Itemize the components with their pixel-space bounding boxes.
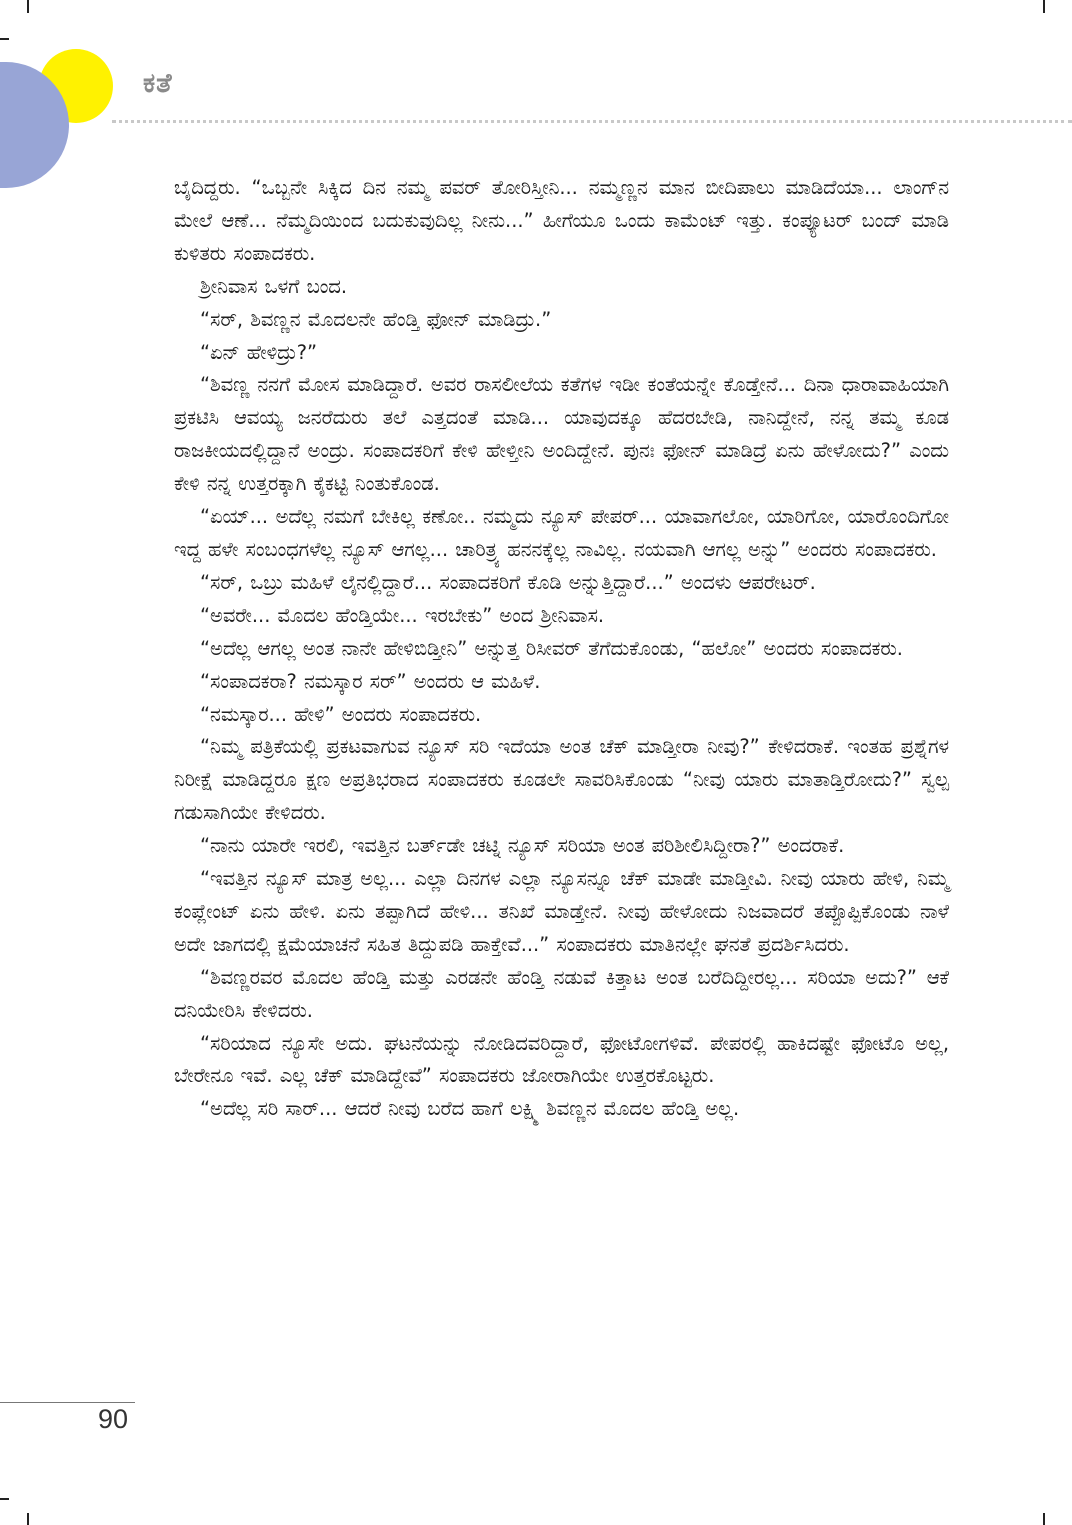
paragraph: “ನಮಸ್ಕಾರ... ಹೇಳಿ” ಅಂದರು ಸಂಪಾದಕರು. (200, 702, 482, 726)
crop-mark-left-lower (0, 1498, 9, 1500)
crop-mark-top-right (1043, 0, 1045, 13)
decorative-circles (0, 0, 140, 210)
page-number: 90 (98, 1404, 129, 1434)
paragraph: ಬೈದಿದ್ದರು. “ಒಬ್ಬನೇ ಸಿಕ್ಕಿದ ದಿನ ನಮ್ಮ ಪವರ್ ತೋರಿಸ್ತೀನಿ... ನಮ್ಮಣ್ಣನ ಮಾನ ಬೀದಿಪಾಲು ಮಾಡಿದೆಯಾ... ಲಾಂಗ್‌ನ ಮೇಲೆ ಆಣೆ... ನೆಮ್ಮದಿಯಿಂದ ಬದುಕುವುದಿಲ್ಲ ನೀನು...” ಹೀಗೆಯೂ ಒಂದು ಕಾಮೆಂಟ್ ಇತ್ತು. ಕಂಪ್ಯೂಟರ್ ಬಂದ್ ಮಾಡಿ ಕುಳಿತರು ಸಂಪಾದಕರು. (174, 176, 949, 265)
footer-rule (0, 1402, 135, 1403)
paragraph: “ಇವತ್ತಿನ ನ್ಯೂಸ್ ಮಾತ್ರ ಅಲ್ಲ... ಎಲ್ಲಾ ದಿನಗಳ ಎಲ್ಲಾ ನ್ಯೂಸನ್ನೂ ಚೆಕ್ ಮಾಡೇ ಮಾಡ್ತೀವಿ. ನೀವು ಯಾರು ಹೇಳಿ, ನಿಮ್ಮ ಕಂಪ್ಲೇಂಟ್ ಏನು ಹೇಳಿ. ಏನು ತಪ್ಪಾಗಿದೆ ಹೇಳಿ... ತನಿಖೆ ಮಾಡ್ತೇನೆ. ನೀವು ಹೇಳೋದು ನಿಜವಾದರೆ ತಪ್ಪೊಪ್ಪಿಕೊಂಡು ನಾಳೆ ಅದೇ ಜಾಗದಲ್ಲಿ ಕ್ಷಮೆಯಾಚನೆ ಸಹಿತ ತಿದ್ದುಪಡಿ ಹಾಕ್ತೇವೆ...” ಸಂಪಾದಕರು ಮಾತಿನಲ್ಲೇ ಘನತೆ ಪ್ರದರ್ಶಿಸಿದರು. (174, 867, 949, 956)
paragraph: “ಅವರೇ... ಮೊದಲ ಹೆಂಡ್ತಿಯೇ... ಇರಬೇಕು” ಅಂದ ಶ್ರೀನಿವಾಸ. (200, 603, 605, 627)
paragraph: “ಅದೆಲ್ಲ ಆಗಲ್ಲ ಅಂತ ನಾನೇ ಹೇಳಿಬಿಡ್ತೀನಿ” ಅನ್ನುತ್ತ ರಿಸೀವರ್ ತೆಗೆದುಕೊಂಡು, “ಹಲೋ” ಅಂದರು ಸಂಪಾದಕರು. (200, 636, 903, 660)
dotted-rule (112, 120, 1072, 123)
section-title: ಕತೆ (143, 68, 173, 99)
paragraph: “ಶಿವಣ್ಣ ನನಗೆ ಮೋಸ ಮಾಡಿದ್ದಾರೆ. ಅವರ ರಾಸಲೀಲೆಯ ಕತೆಗಳ ಇಡೀ ಕಂತೆಯನ್ನೇ ಕೊಡ್ತೇನೆ... ದಿನಾ ಧಾರಾವಾಹಿಯಾಗಿ ಪ್ರಕಟಿಸಿ ಆವಯ್ಯ ಜನರೆದುರು ತಲೆ ಎತ್ತದಂತೆ ಮಾಡಿ... ಯಾವುದಕ್ಕೂ ಹೆದರಬೇಡಿ, ನಾನಿದ್ದೇನೆ, ನನ್ನ ತಮ್ಮ ಕೂಡ ರಾಜಕೀಯದಲ್ಲಿದ್ದಾನೆ ಅಂದ್ರು. ಸಂಪಾದಕರಿಗೆ ಕೇಳಿ ಹೇಳ್ತೀನಿ ಅಂದಿದ್ದೇನೆ. ಪುನಃ ಫೋನ್ ಮಾಡಿದ್ರೆ ಏನು ಹೇಳೋದು?” ಎಂದು ಕೇಳಿ ನನ್ನ ಉತ್ತರಕ್ಕಾಗಿ ಕೈಕಟ್ಟಿ ನಿಂತುಕೊಂಡ. (174, 373, 949, 496)
paragraph: “ಅದೆಲ್ಲ ಸರಿ ಸಾರ್... ಆದರೆ ನೀವು ಬರೆದ ಹಾಗೆ ಲಕ್ಷ್ಮಿ ಶಿವಣ್ಣನ ಮೊದಲ ಹೆಂಡ್ತಿ ಅಲ್ಲ. (200, 1097, 740, 1121)
paragraph: “ಶಿವಣ್ಣರವರ ಮೊದಲ ಹೆಂಡ್ತಿ ಮತ್ತು ಎರಡನೇ ಹೆಂಡ್ತಿ ನಡುವೆ ಕಿತ್ತಾಟ ಅಂತ ಬರೆದಿದ್ದೀರಲ್ಲ... ಸರಿಯಾ ಅದು?” ಆಕೆ ದನಿಯೇರಿಸಿ ಕೇಳಿದರು. (174, 965, 949, 1022)
paragraph: “ನಾನು ಯಾರೇ ಇರಲಿ, ಇವತ್ತಿನ ಬರ್ತ್‌ಡೇ ಚಟ್ನಿ ನ್ಯೂಸ್ ಸರಿಯಾ ಅಂತ ಪರಿಶೀಲಿಸಿದ್ದೀರಾ?” ಅಂದರಾಕೆ. (200, 834, 845, 858)
crop-mark-bottom-right (1043, 1513, 1045, 1525)
paragraph: ಶ್ರೀನಿವಾಸ ಒಳಗೆ ಬಂದ. (200, 274, 347, 298)
paragraph: “ನಿಮ್ಮ ಪತ್ರಿಕೆಯಲ್ಲಿ ಪ್ರಕಟವಾಗುವ ನ್ಯೂಸ್ ಸರಿ ಇದೆಯಾ ಅಂತ ಚೆಕ್ ಮಾಡ್ತೀರಾ ನೀವು?” ಕೇಳಿದರಾಕೆ. ಇಂತಹ ಪ್ರಶ್ನೆಗಳ ನಿರೀಕ್ಷೆ ಮಾಡಿದ್ದರೂ ಕ್ಷಣ ಅಪ್ರತಿಭರಾದ ಸಂಪಾದಕರು ಕೂಡಲೇ ಸಾವರಿಸಿಕೊಂಡು “ನೀವು ಯಾರು ಮಾತಾಡ್ತಿರೋದು?” ಸ್ವಲ್ಪ ಗಡುಸಾಗಿಯೇ ಕೇಳಿದರು. (174, 735, 949, 825)
paragraph: “ಏಯ್... ಅದೆಲ್ಲ ನಮಗೆ ಬೇಕಿಲ್ಲ ಕಣೋ.. ನಮ್ಮದು ನ್ಯೂಸ್ ಪೇಪರ್... ಯಾವಾಗಲೋ, ಯಾರಿಗೋ, ಯಾರೊಂದಿಗೋ ಇದ್ದ ಹಳೇ ಸಂಬಂಧಗಳೆಲ್ಲ ನ್ಯೂಸ್ ಆಗಲ್ಲ... ಚಾರಿತ್ರ್ಯ ಹನನಕ್ಕೆಲ್ಲ ನಾವಿಲ್ಲ. ನಯವಾಗಿ ಆಗಲ್ಲ ಅನ್ನು” ಅಂದರು ಸಂಪಾದಕರು. (174, 505, 949, 561)
paragraph: “ಸರಿಯಾದ ನ್ಯೂಸೇ ಅದು. ಘಟನೆಯನ್ನು ನೋಡಿದವರಿದ್ದಾರೆ, ಫೋಟೋಗಳಿವೆ. ಪೇಪರಲ್ಲಿ ಹಾಕಿದಷ್ಟೇ ಫೋಟೊ ಅಲ್ಲ, ಬೇರೇನೂ ಇವೆ. ಎಲ್ಲ ಚೆಕ್ ಮಾಡಿದ್ದೇವೆ” ಸಂಪಾದಕರು ಜೋರಾಗಿಯೇ ಉತ್ತರಕೊಟ್ಟರು. (174, 1031, 949, 1088)
body-text (174, 172, 949, 1126)
paragraph: “ಸಂಪಾದಕರಾ? ನಮಸ್ಕಾರ ಸರ್” ಅಂದರು ಆ ಮಹಿಳೆ. (200, 669, 541, 693)
paragraph: “ಸರ್, ಶಿವಣ್ಣನ ಮೊದಲನೇ ಹೆಂಡ್ತಿ ಫೋನ್ ಮಾಡಿದ್ರು.” (200, 307, 552, 331)
paragraph: “ಏನ್ ಹೇಳಿದ್ರು?” (200, 340, 318, 364)
crop-mark-bottom-left (27, 1513, 29, 1525)
paragraph: “ಸರ್, ಒಬ್ರು ಮಹಿಳೆ ಲೈನಲ್ಲಿದ್ದಾರೆ... ಸಂಪಾದಕರಿಗೆ ಕೊಡಿ ಅನ್ನುತ್ತಿದ್ದಾರೆ...” ಅಂದಳು ಆಪರೇಟರ್. (200, 570, 816, 594)
